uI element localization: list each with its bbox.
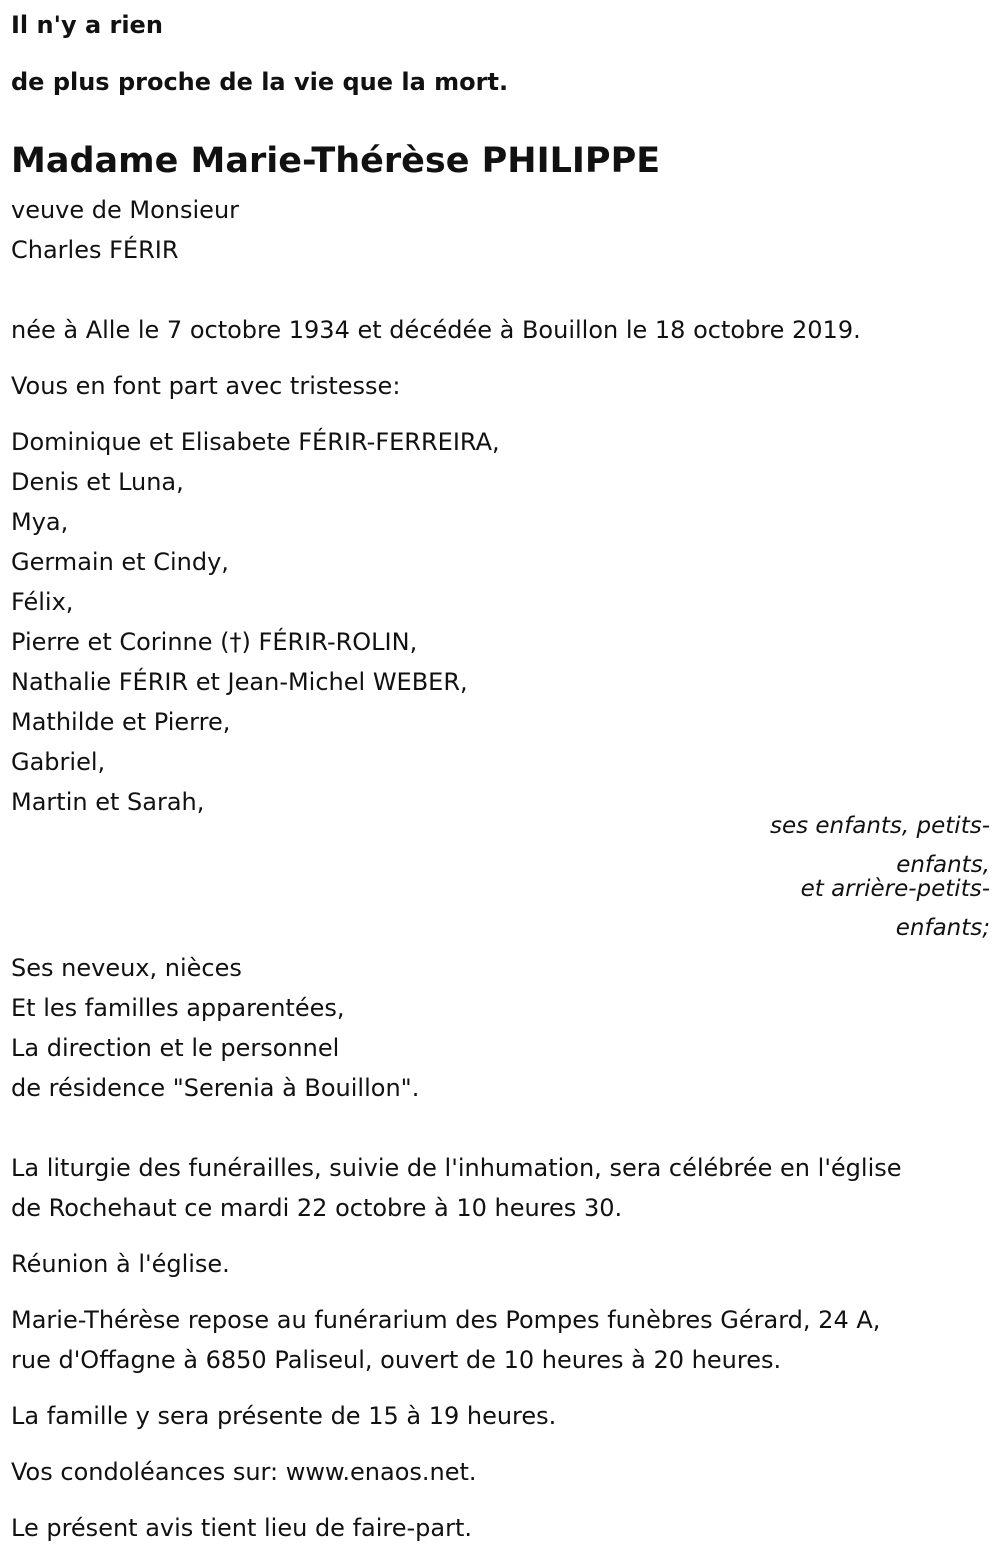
reunion-line: Réunion à l'église. <box>11 1250 230 1278</box>
family-member: Félix, <box>11 588 74 616</box>
family-member: Mathilde et Pierre, <box>11 708 231 736</box>
family-member: Martin et Sarah, <box>11 788 205 816</box>
family-member: Nathalie FÉRIR et Jean-Michel WEBER, <box>11 668 468 696</box>
repose-line-2: rue d'Offagne à 6850 Paliseul, ouvert de 10 heures à 20 heures. <box>11 1346 782 1374</box>
announce-intro: Vous en font part avec tristesse: <box>11 372 401 400</box>
others-line: Ses neveux, nièces <box>11 954 242 982</box>
family-member: Gabriel, <box>11 748 106 776</box>
others-line: de résidence "Serenia à Bouillon". <box>11 1074 420 1102</box>
relation-line-3: et arrière-petits- <box>800 876 990 902</box>
family-member: Denis et Luna, <box>11 468 184 496</box>
quote-line-2: de plus proche de la vie que la mort. <box>11 68 509 96</box>
relation-line-2: enfants, <box>896 852 990 878</box>
family-member: Mya, <box>11 508 69 536</box>
repose-line-1: Marie-Thérèse repose au funérarium des Pompes funèbres Gérard, 24 A, <box>11 1306 881 1334</box>
liturgy-line-2: de Rochehaut ce mardi 22 octobre à 10 heures 30. <box>11 1194 623 1222</box>
notice-line: Le présent avis tient lieu de faire-part. <box>11 1514 473 1542</box>
relation-line-1: ses enfants, petits- <box>769 813 990 839</box>
relation-line-4: enfants; <box>895 915 990 941</box>
liturgy-line-1: La liturgie des funérailles, suivie de l'inhumation, sera célébrée en l'église <box>11 1154 902 1182</box>
deceased-name: Madame Marie-Thérèse PHILIPPE <box>11 141 661 181</box>
family-member: Dominique et Elisabete FÉRIR-FERREIRA, <box>11 428 500 456</box>
presence-line: La famille y sera présente de 15 à 19 heures. <box>11 1402 557 1430</box>
others-line: Et les familles apparentées, <box>11 994 345 1022</box>
others-line: La direction et le personnel <box>11 1034 340 1062</box>
birth-death-line: née à Alle le 7 octobre 1934 et décédée à Bouillon le 18 octobre 2019. <box>11 316 861 344</box>
quote-line-1: Il n'y a rien <box>11 11 163 39</box>
widow-line-2: Charles FÉRIR <box>11 236 179 264</box>
family-member: Germain et Cindy, <box>11 548 229 576</box>
family-member: Pierre et Corinne (†) FÉRIR-ROLIN, <box>11 628 418 656</box>
widow-line-1: veuve de Monsieur <box>11 196 240 224</box>
condolences-line: Vos condoléances sur: www.enaos.net. <box>11 1458 477 1486</box>
